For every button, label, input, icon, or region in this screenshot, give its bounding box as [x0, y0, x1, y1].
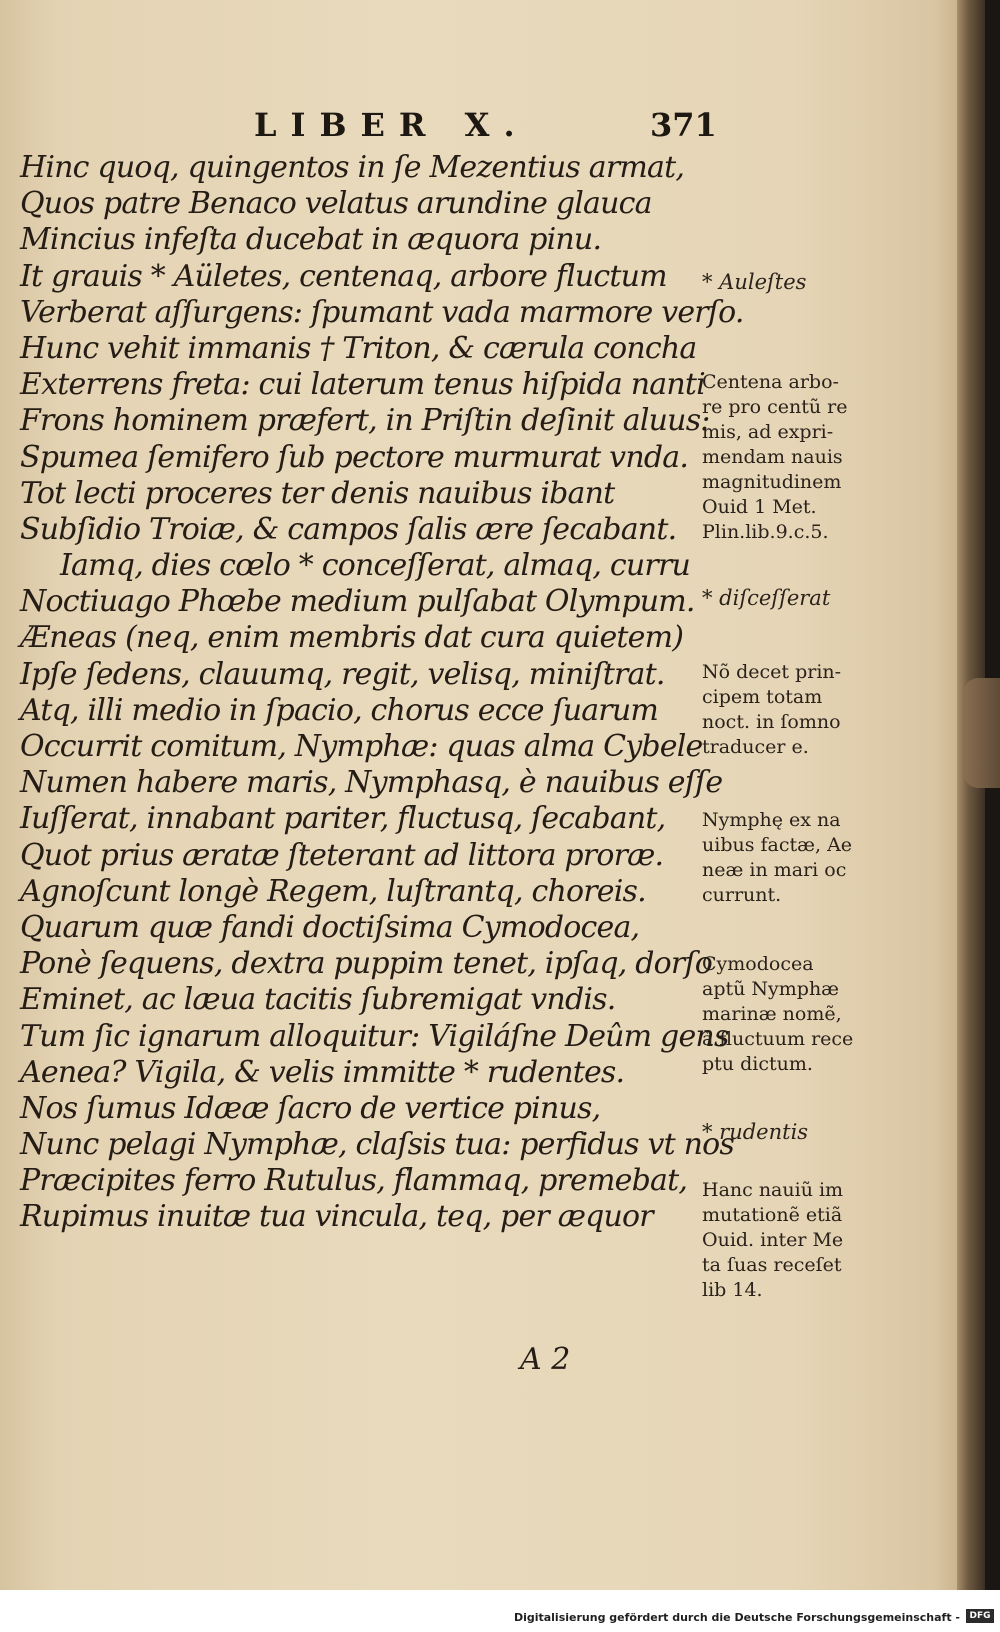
running-head: LIBER X. — [254, 106, 529, 144]
verse-line: Iamq, dies cœlo * conceſſerat, almaq, curru — [60, 548, 691, 584]
margin-note — [702, 370, 892, 545]
margin-note-line: ptu dictum. — [702, 1053, 813, 1075]
funding-credit: Digitalisierung gefördert durch die Deutsche Forschungsgemeinschaft - — [513, 1611, 960, 1624]
footer-bar — [0, 1590, 1000, 1632]
margin-note — [702, 660, 892, 760]
page-header — [0, 106, 760, 146]
margin-note-line: cipem totam — [702, 686, 823, 708]
margin-note-line: noct. in ſomno — [702, 711, 841, 733]
margin-note-line: mendam nauis — [702, 446, 843, 468]
dfg-logo: DFG — [966, 1609, 994, 1623]
margin-note — [702, 270, 892, 295]
verse-line: Iuſſerat, innabant pariter, fluctusq, ſecabant, — [20, 801, 666, 837]
margin-note-line: Hanc nauiũ im — [702, 1179, 844, 1201]
margin-note-line: magnitudinem — [702, 471, 842, 493]
verse-line: Atq, illi medio in ſpacio, chorus ecce ſuarum — [20, 692, 659, 728]
verse-line: Mincius infeſta ducebat in æquora pinu. — [20, 222, 602, 258]
margin-note-line: marinæ nomẽ, — [702, 1003, 842, 1025]
verse-line: Spumea ſemifero ſub pectore murmurat vnda. — [20, 439, 689, 475]
verse-line: Ponè ſequens, dextra puppim tenet, ipſaq, dorſo — [20, 946, 713, 982]
margin-note-line: re pro centũ re — [702, 396, 848, 418]
margin-note-line: Ouid 1 Met. — [702, 496, 817, 518]
margin-note-line: Nymphę ex na — [702, 809, 841, 831]
verse-line: It grauis * Aületes, centenaq, arbore fluctum — [20, 258, 667, 294]
margin-note — [702, 1178, 892, 1303]
margin-note-line: * rudentis — [702, 1120, 809, 1144]
verse-line: Exterrens freta: cui laterum tenus hiſpida nanti — [20, 367, 705, 403]
verse-line: Hinc quoq, quingentos in ſe Mezentius armat, — [20, 150, 685, 185]
margin-note-line: * Auleſtes — [702, 270, 807, 294]
margin-note-line: mutationẽ etiã — [702, 1204, 843, 1226]
margin-note — [702, 1120, 892, 1145]
margin-note-line: mis, ad expri- — [702, 421, 834, 443]
verse-line: Agnoſcunt longè Regem, luſtrantq, choreis. — [20, 873, 646, 909]
margin-note-line: ta ſuas receſet — [702, 1254, 842, 1276]
verse-line: Nos ſumus Idææ ſacro de vertice pinus, — [20, 1090, 601, 1126]
margin-note-line: uibus factæ, Ae — [702, 834, 853, 856]
margin-note-line: Nõ decet prin- — [702, 661, 842, 683]
margin-note-line: lib 14. — [702, 1279, 763, 1301]
verse-line: Frons hominem præfert, in Priſtin deſinit aluus: — [20, 403, 710, 439]
verse-line: Æneas (neq, enim membris dat cura quietem) — [20, 620, 684, 656]
verse-line: Verberat aſſurgens: ſpumant vada marmore verſo. — [20, 294, 744, 330]
verse-line: Tot lecti proceres ter denis nauibus ibant — [20, 475, 615, 511]
margin-note-line: traducer e. — [702, 736, 809, 758]
verse-line: Rupimus inuitæ tua vincula, teq, per æquor — [20, 1199, 653, 1235]
margin-note-line: aptũ Nymphæ — [702, 978, 840, 1000]
verse-line: Subſidio Troiæ, & campos ſalis ære ſecabant. — [20, 511, 677, 547]
verse-line: Præcipites ferro Rutulus, flammaq, premebat, — [20, 1163, 688, 1199]
margin-note — [702, 586, 892, 611]
verse-line: Occurrit comitum, Nymphæ: quas alma Cybele — [20, 729, 703, 764]
margin-note — [702, 808, 892, 908]
verse-line: Quarum quæ fandi doctiſsima Cymodocea, — [20, 909, 640, 945]
verse-line: Hunc vehit immanis † Triton, & cærula concha — [20, 330, 697, 366]
margin-note-line: Plin.lib.9.c.5. — [702, 521, 829, 543]
verse-line: Tum ſic ignarum alloquitur: Vigiláſne Deûm gens — [20, 1018, 729, 1054]
margin-note-line: Centena arbo- — [702, 371, 839, 393]
margin-note-line: Cymodocea — [702, 953, 814, 975]
verse-line: Numen habere maris, Nymphasq, è nauibus eſſe — [20, 765, 723, 801]
signature-mark: A 2 — [520, 1342, 571, 1377]
margin-note — [702, 952, 892, 1077]
margin-note-line: à fluctuum rece — [702, 1028, 854, 1050]
margin-note-line: neæ in mari oc — [702, 859, 847, 881]
margin-note-line: Ouid. inter Me — [702, 1229, 844, 1251]
page-shadow-edge — [957, 0, 985, 1590]
folio-number: 371 — [650, 106, 717, 144]
verse-line: Quot prius æratæ ſteterant ad littora proræ. — [20, 837, 664, 873]
verse-line: Eminet, ac læua tacitis ſubremigat vndis. — [20, 982, 616, 1018]
verse-line: Nunc pelagi Nymphæ, claſsis tua: perfidus vt nos — [20, 1127, 735, 1163]
verse-line: Noctiuago Phœbe medium pulſabat Olympum. — [20, 584, 695, 620]
margin-note-line: * diſceſſerat — [702, 586, 831, 610]
margin-note-line: currunt. — [702, 884, 782, 906]
verse-line: Ipſe ſedens, clauumq, regit, velisq, miniſtrat. — [20, 656, 665, 692]
verse-line: Quos patre Benaco velatus arundine glauca — [20, 186, 652, 222]
page-tab — [964, 678, 1000, 788]
verse-line: Aenea? Vigila, & velis immitte * rudentes. — [20, 1054, 625, 1090]
